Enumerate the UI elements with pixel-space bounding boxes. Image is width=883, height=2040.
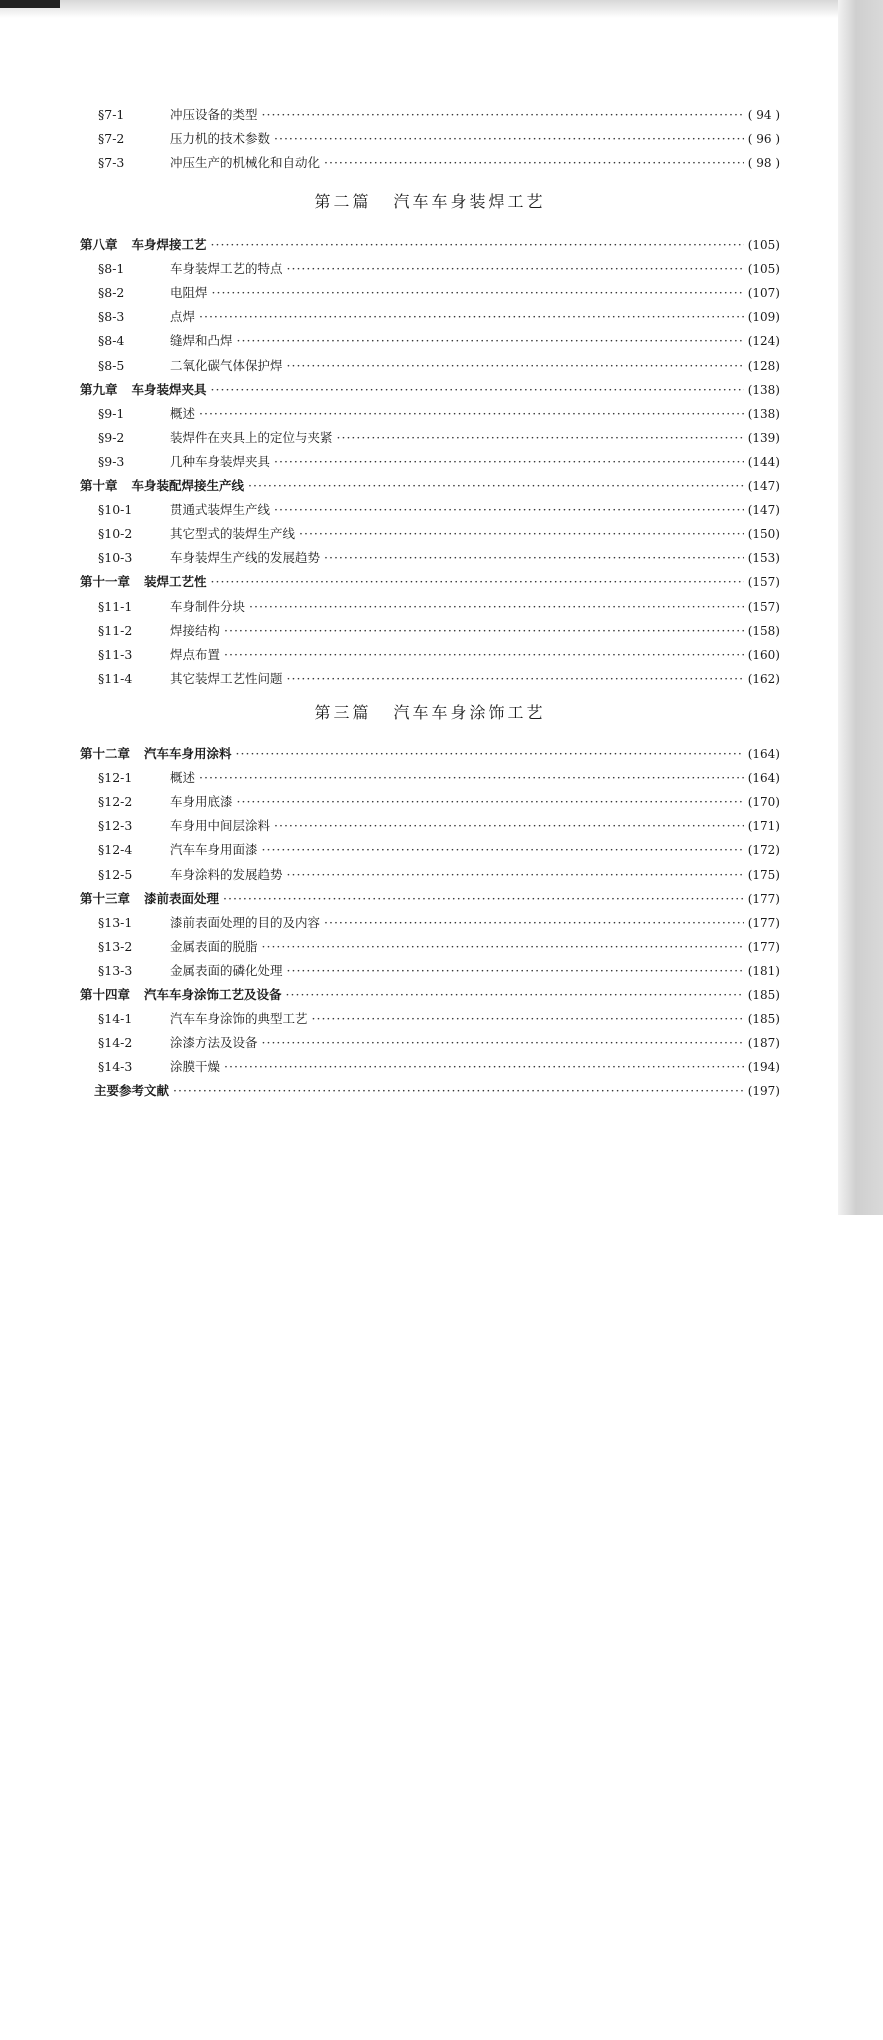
page-number: (128) <box>747 358 780 373</box>
scan-right-edge-shadow <box>838 0 883 1215</box>
page-number: (164) <box>747 747 780 761</box>
section-title: 金属表面的磷化处理 <box>170 962 283 978</box>
dot-leader <box>324 550 744 565</box>
section-title: 车身用中间层涂料 <box>170 818 271 834</box>
section-number: §13-1 <box>98 914 133 930</box>
dot-leader <box>248 478 744 493</box>
dot-leader <box>199 770 744 785</box>
page-number: (170) <box>747 795 780 810</box>
page-number: (175) <box>747 867 780 882</box>
chapter-title: 主要参考文献 <box>94 1083 170 1099</box>
page-number: (107) <box>747 286 780 301</box>
section-number: §14-2 <box>98 1035 133 1051</box>
toc-section-row <box>98 865 780 887</box>
page-number: (177) <box>747 915 780 930</box>
dot-leader <box>274 454 744 469</box>
dot-leader <box>287 261 744 276</box>
toc-chapter-row <box>80 476 780 498</box>
part-heading-2 <box>80 189 780 212</box>
chapter-title: 车身装焊夹具 <box>131 381 207 397</box>
section-title: 冲压生产的机械化和自动化 <box>170 155 321 171</box>
toc-section-row <box>98 1033 780 1055</box>
dot-leader <box>223 891 744 906</box>
dot-leader <box>312 1011 744 1026</box>
toc-section-row <box>98 548 780 570</box>
toc-chapter-row <box>80 744 780 766</box>
dot-leader <box>287 671 744 686</box>
page-number: (171) <box>747 819 780 834</box>
dot-leader <box>262 842 744 857</box>
section-number: §8-5 <box>98 357 125 373</box>
page-number: (147) <box>747 503 780 518</box>
toc-section-row <box>98 105 780 127</box>
dot-leader <box>224 623 744 638</box>
page-number: (194) <box>747 1060 780 1075</box>
page-number: (177) <box>747 891 780 906</box>
scan-top-shadow <box>0 0 883 18</box>
toc-section-row <box>98 840 780 862</box>
toc-section-row <box>98 669 780 691</box>
section-number: §13-3 <box>98 962 133 978</box>
page-number: (187) <box>747 1036 780 1051</box>
section-number: §10-1 <box>98 502 133 518</box>
section-number: §14-3 <box>98 1059 133 1075</box>
dot-leader <box>212 285 744 300</box>
scan-corner-mark <box>0 0 60 8</box>
section-number: §7-3 <box>98 155 125 171</box>
section-title: 压力机的技术参数 <box>170 131 271 147</box>
page-number: (139) <box>747 430 780 445</box>
chapter-title: 汽车车身涂饰工艺及设备 <box>144 987 282 1002</box>
section-title: 焊接结构 <box>170 622 221 638</box>
chapter-number: 第十二章 <box>80 746 131 761</box>
page-number: (138) <box>747 382 780 397</box>
page-number: (162) <box>747 671 780 686</box>
section-number: §9-2 <box>98 429 125 445</box>
section-title: 几种车身装焊夹具 <box>170 453 271 469</box>
section-title: 焊点布置 <box>170 646 221 662</box>
dot-leader <box>299 526 744 541</box>
section-number: §8-2 <box>98 285 125 301</box>
section-title: 车身装焊生产线的发展趋势 <box>170 550 321 566</box>
section-number: §12-3 <box>98 818 133 834</box>
part-label: 第三篇 <box>314 703 372 722</box>
dot-leader <box>287 358 744 373</box>
dot-leader <box>249 599 744 614</box>
dot-leader <box>237 333 744 348</box>
page-number: (157) <box>747 599 780 614</box>
section-number: §13-2 <box>98 938 133 954</box>
dot-leader <box>262 939 744 954</box>
section-title: 车身制件分块 <box>170 598 246 614</box>
dot-leader <box>274 131 744 146</box>
dot-leader <box>199 309 744 324</box>
dot-leader <box>173 1083 744 1098</box>
section-title: 冲压设备的类型 <box>170 107 258 122</box>
section-title: 缝焊和凸焊 <box>170 333 233 349</box>
section-number: §11-1 <box>98 598 133 614</box>
dot-leader <box>262 107 744 122</box>
page-number: (105) <box>747 238 780 252</box>
chapter-number: 第十章 <box>80 478 118 493</box>
section-number: §8-3 <box>98 309 125 325</box>
page-number: (185) <box>747 988 780 1002</box>
section-number: §14-1 <box>98 1011 133 1027</box>
toc-section-row <box>98 283 780 305</box>
page-number: (197) <box>747 1084 780 1099</box>
section-number: §7-1 <box>98 107 125 122</box>
page-number: ( 94 ) <box>747 108 780 122</box>
section-title: 概述 <box>170 405 196 421</box>
dot-leader <box>337 430 744 445</box>
toc-chapter-row <box>80 380 780 402</box>
page-number: (177) <box>747 939 780 954</box>
dot-leader <box>211 382 744 397</box>
section-number: §9-1 <box>98 405 125 421</box>
section-number: §12-4 <box>98 842 133 858</box>
dot-leader <box>224 1059 744 1074</box>
chapter-title: 漆前表面处理 <box>144 890 220 906</box>
toc-section-row <box>98 937 780 959</box>
toc-section-row <box>98 961 780 983</box>
section-number: §9-3 <box>98 453 125 469</box>
section-number: §10-2 <box>98 526 133 542</box>
chapter-title: 装焊工艺性 <box>144 574 207 590</box>
dot-leader <box>286 987 744 1002</box>
dot-leader <box>262 1035 744 1050</box>
section-title: 涂膜干燥 <box>170 1059 221 1075</box>
section-number: §11-2 <box>98 622 133 638</box>
section-number: §7-2 <box>98 131 125 147</box>
section-title: 车身涂料的发展趋势 <box>170 866 283 882</box>
page-number: (105) <box>747 262 780 277</box>
chapter-title: 车身焊接工艺 <box>131 237 207 252</box>
toc-chapter-row <box>80 235 780 257</box>
section-number: §10-3 <box>98 550 133 566</box>
dot-leader <box>274 818 744 833</box>
dot-leader <box>236 746 744 761</box>
toc-section-row <box>98 1009 780 1031</box>
section-title: 汽车车身用面漆 <box>170 842 258 858</box>
section-title: 漆前表面处理的目的及内容 <box>170 914 321 930</box>
toc-section-row <box>98 816 780 838</box>
toc-chapter-row <box>80 1081 780 1103</box>
page-number: (124) <box>747 334 780 349</box>
section-number: §8-1 <box>98 261 125 277</box>
page-number: (158) <box>747 623 780 638</box>
dot-leader <box>324 155 744 170</box>
dot-leader <box>211 574 744 589</box>
chapter-number: 第十一章 <box>80 574 131 590</box>
toc-section-row <box>98 768 780 790</box>
section-title: 车身用底漆 <box>170 794 233 810</box>
section-title: 电阻焊 <box>170 285 208 301</box>
page-number: ( 98 ) <box>747 156 780 171</box>
page-number: (109) <box>747 310 780 325</box>
section-title: 点焊 <box>170 309 196 325</box>
page-number: (181) <box>747 963 780 978</box>
toc-section-row <box>98 597 780 619</box>
section-number: §11-3 <box>98 646 133 662</box>
chapter-title: 车身装配焊接生产线 <box>131 478 245 493</box>
toc-section-row <box>98 404 780 426</box>
toc-section-row <box>98 913 780 935</box>
dot-leader <box>274 502 744 517</box>
page-number: (185) <box>747 1012 780 1027</box>
section-number: §12-1 <box>98 770 133 786</box>
section-title: 其它型式的装焊生产线 <box>170 526 296 542</box>
section-title: 其它装焊工艺性问题 <box>170 670 283 686</box>
section-title: 贯通式装焊生产线 <box>170 502 271 518</box>
dot-leader <box>224 647 744 662</box>
toc-chapter-row <box>80 572 780 594</box>
section-number: §12-5 <box>98 866 133 882</box>
toc-section-row <box>98 524 780 546</box>
toc-chapter-row <box>80 889 780 911</box>
section-title: 装焊件在夹具上的定位与夹紧 <box>170 429 333 445</box>
page-number: (172) <box>747 843 780 858</box>
toc-section-row <box>98 792 780 814</box>
page-number: (157) <box>747 575 780 590</box>
part-title: 汽车车身装焊工艺 <box>393 192 546 211</box>
part-title: 汽车车身涂饰工艺 <box>393 703 546 722</box>
chapter-title: 汽车车身用涂料 <box>144 746 232 761</box>
page-number: (150) <box>747 527 780 542</box>
section-title: 汽车车身涂饰的典型工艺 <box>170 1011 308 1027</box>
page-number: (153) <box>747 551 780 566</box>
page-number: (138) <box>747 406 780 421</box>
toc-chapter-row <box>80 985 780 1007</box>
page-number: ( 96 ) <box>747 132 780 147</box>
page-number: (164) <box>747 771 780 786</box>
chapter-number: 第九章 <box>80 381 118 397</box>
section-number: §12-2 <box>98 794 133 810</box>
chapter-number: 第八章 <box>80 237 118 252</box>
dot-leader <box>211 237 744 252</box>
section-title: 车身装焊工艺的特点 <box>170 261 283 277</box>
part-heading-3 <box>80 700 780 723</box>
part-label: 第二篇 <box>314 192 372 211</box>
section-title: 金属表面的脱脂 <box>170 938 258 954</box>
dot-leader <box>199 406 744 421</box>
toc-section-row <box>98 153 780 175</box>
toc-section-row <box>98 645 780 667</box>
section-number: §8-4 <box>98 333 125 349</box>
dot-leader <box>237 794 744 809</box>
toc-section-row <box>98 129 780 151</box>
dot-leader <box>287 963 744 978</box>
chapter-number: 第十三章 <box>80 890 131 906</box>
toc-section-row <box>98 356 780 378</box>
dot-leader <box>287 867 744 882</box>
toc-section-row <box>98 307 780 329</box>
toc-section-row <box>98 331 780 353</box>
toc-section-row <box>98 428 780 450</box>
page-number: (147) <box>747 479 780 493</box>
toc-section-row <box>98 259 780 281</box>
dot-leader <box>324 915 744 930</box>
section-title: 二氧化碳气体保护焊 <box>170 357 283 373</box>
section-number: §11-4 <box>98 670 133 686</box>
toc-section-row <box>98 621 780 643</box>
toc-section-row <box>98 500 780 522</box>
chapter-number: 第十四章 <box>80 987 131 1002</box>
page-number: (144) <box>747 454 780 469</box>
page-number: (160) <box>747 647 780 662</box>
toc-section-row <box>98 1057 780 1079</box>
section-title: 涂漆方法及设备 <box>170 1035 258 1051</box>
toc-section-row <box>98 452 780 474</box>
section-title: 概述 <box>170 770 196 786</box>
